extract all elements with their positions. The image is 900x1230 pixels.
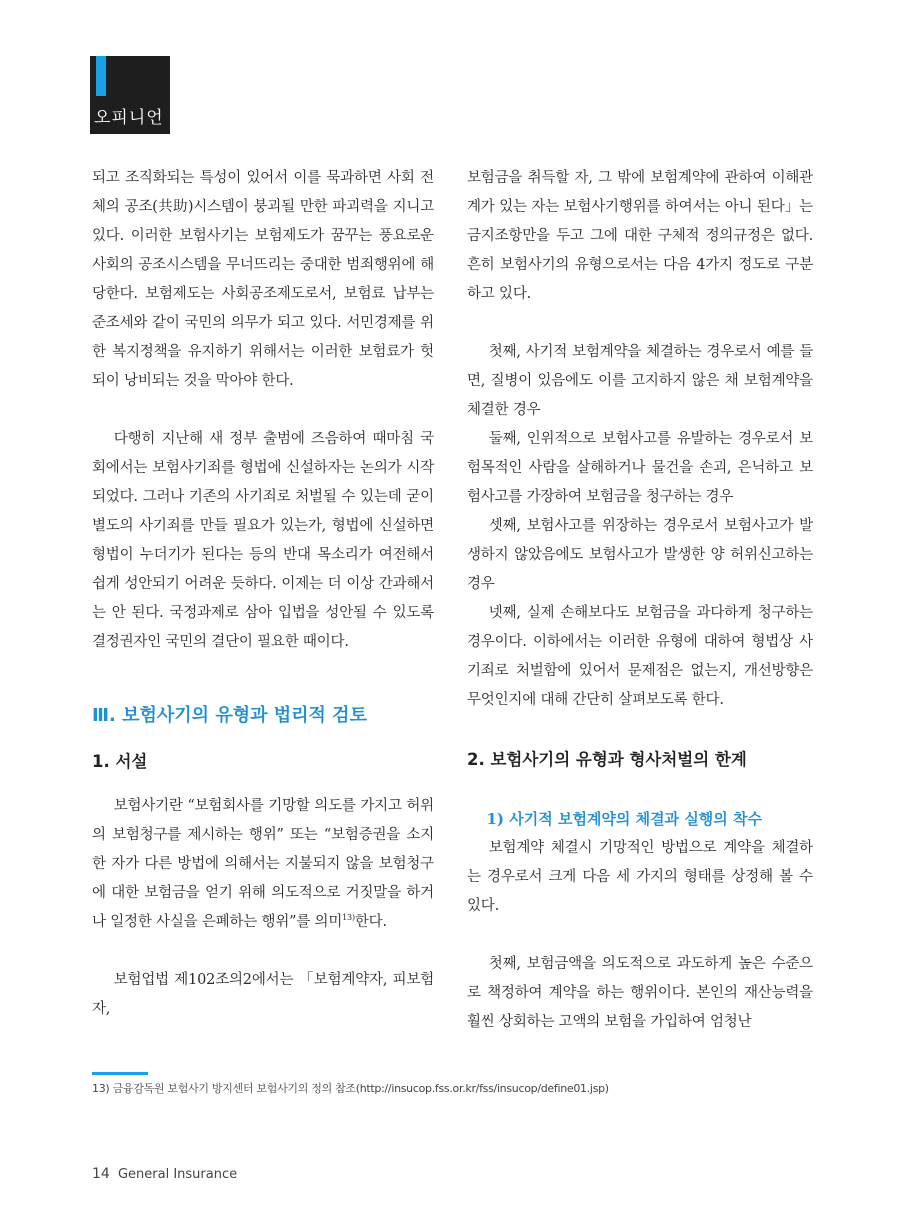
section-tab — [90, 56, 170, 134]
body-paragraph: 첫째, 사기적 보험계약을 체결하는 경우로서 예를 들면, 질병이 있음에도 이를 고지하지 않은 채 보험계약을 체결한 경우 — [467, 344, 813, 418]
footnote-divider — [92, 1072, 148, 1075]
footnote-reference: 13) — [342, 913, 355, 923]
body-paragraph: 보험업법 제102조의2에서는 「보험계약자, 피보험자, — [92, 972, 434, 1017]
body-paragraph: 보험금을 취득할 자, 그 밖에 보험계약에 관하여 이해관계가 있는 자는 보험사기행위를 하여서는 아니 된다」는 금지조항만을 두고 그에 대한 구체적 정의규정은 없다. 흔히 보험사기의 유형으로서는 다음 4가지 정도로 구분하고 있다. — [467, 170, 813, 302]
footnote: 13) 금융감독원 보험사기 방지센터 보험사기의 정의 참조(http://insucop.fss.or.kr/fss/insucop/define01.jsp) — [92, 1082, 609, 1095]
right-column — [467, 164, 813, 1037]
body-paragraph: 셋째, 보험사고를 위장하는 경우로서 보험사고가 발생하지 않았음에도 보험사고가 발생한 양 허위신고하는 경우 — [467, 518, 813, 592]
body-paragraph: 보험사기란 “보험회사를 기망할 의도를 가지고 허위의 보험청구를 제시하는 행위” 또는 “보험증권을 소지한 자가 다른 방법에 의해서는 지불되지 않을 보험청구에 대한 보험금을 얻기 위해 의도적으로 거짓말을 하거나 일정한 사실을 은폐하는 행위”를 의미$^{13)}$한다. — [92, 798, 434, 930]
section-accent-bar — [96, 56, 106, 96]
subsection-heading: 2. 보험사기의 유형과 형사처벌의 한계 — [467, 750, 747, 769]
body-paragraph: 되고 조직화되는 특성이 있어서 이를 묵과하면 사회 전체의 공조(共助)시스템이 붕괴될 만한 파괴력을 지니고 있다. 이러한 보험사기는 보험제도가 꿈꾸는 풍요로운 사회의 공조시스템을 무너뜨리는 중대한 범죄행위에 해당한다. 보험제도는 사회공조제도로서, 보험료 납부는 준조세와 같이 국민의 의무가 되고 있다. 서민경제를 위한 복지정책을 유지하기 위해서는 이러한 보험료가 헛되이 낭비되는 것을 막아야 한다. — [92, 170, 434, 389]
section-label: 오피니언 — [94, 108, 164, 128]
page-number: 14 — [92, 1166, 110, 1182]
body-paragraph: 다행히 지난해 새 정부 출범에 즈음하여 때마침 국회에서는 보험사기죄를 형법에 신설하자는 논의가 시작되었다. 그러나 기존의 사기죄로 처벌될 수 있는데 굳이 별도의 사기죄를 만들 필요가 있는가, 형법에 신설하면 형법이 누더기가 된다는 등의 반대 목소리가 여전해서 쉽게 성안되기 어려운 듯하다. 이제는 더 이상 간과해서는 안 된다. 국정과제로 삼아 입법을 성안될 수 있도록 결정권자인 국민의 결단이 필요한 때이다. — [92, 431, 434, 650]
sub-subheading: 1) 사기적 보험계약의 체결과 실행의 착수 — [486, 810, 762, 828]
publication-name: General Insurance — [117, 1167, 238, 1182]
left-column — [92, 164, 434, 1024]
body-paragraph: 넷째, 실제 손해보다도 보험금을 과다하게 청구하는 경우이다. 이하에서는 이러한 유형에 대하여 형법상 사기죄로 처벌함에 있어서 문제점은 없는지, 개선방향은 무엇인지에 대해 간단히 살펴보도록 한다. — [467, 605, 813, 708]
section-heading: Ⅲ. 보험사기의 유형과 법리적 검토 — [92, 705, 367, 726]
body-paragraph: 보험계약 체결시 기망적인 방법으로 계약을 체결하는 경우로서 크게 다음 세 가지의 형태를 상정해 볼 수 있다. — [467, 840, 813, 914]
body-paragraph: 첫째, 보험금액을 의도적으로 과도하게 높은 수준으로 책정하여 계약을 하는 행위이다. 본인의 재산능력을 훨씬 상회하는 고액의 보험을 가입하여 엄청난 — [467, 956, 813, 1030]
body-paragraph: 둘째, 인위적으로 보험사고를 유발하는 경우로서 보험목적인 사람을 살해하거나 물건을 손괴, 은닉하고 보험사고를 가장하여 보험금을 청구하는 경우 — [467, 431, 813, 505]
page-footer — [92, 1166, 237, 1182]
subsection-heading: 1. 서설 — [92, 752, 148, 771]
